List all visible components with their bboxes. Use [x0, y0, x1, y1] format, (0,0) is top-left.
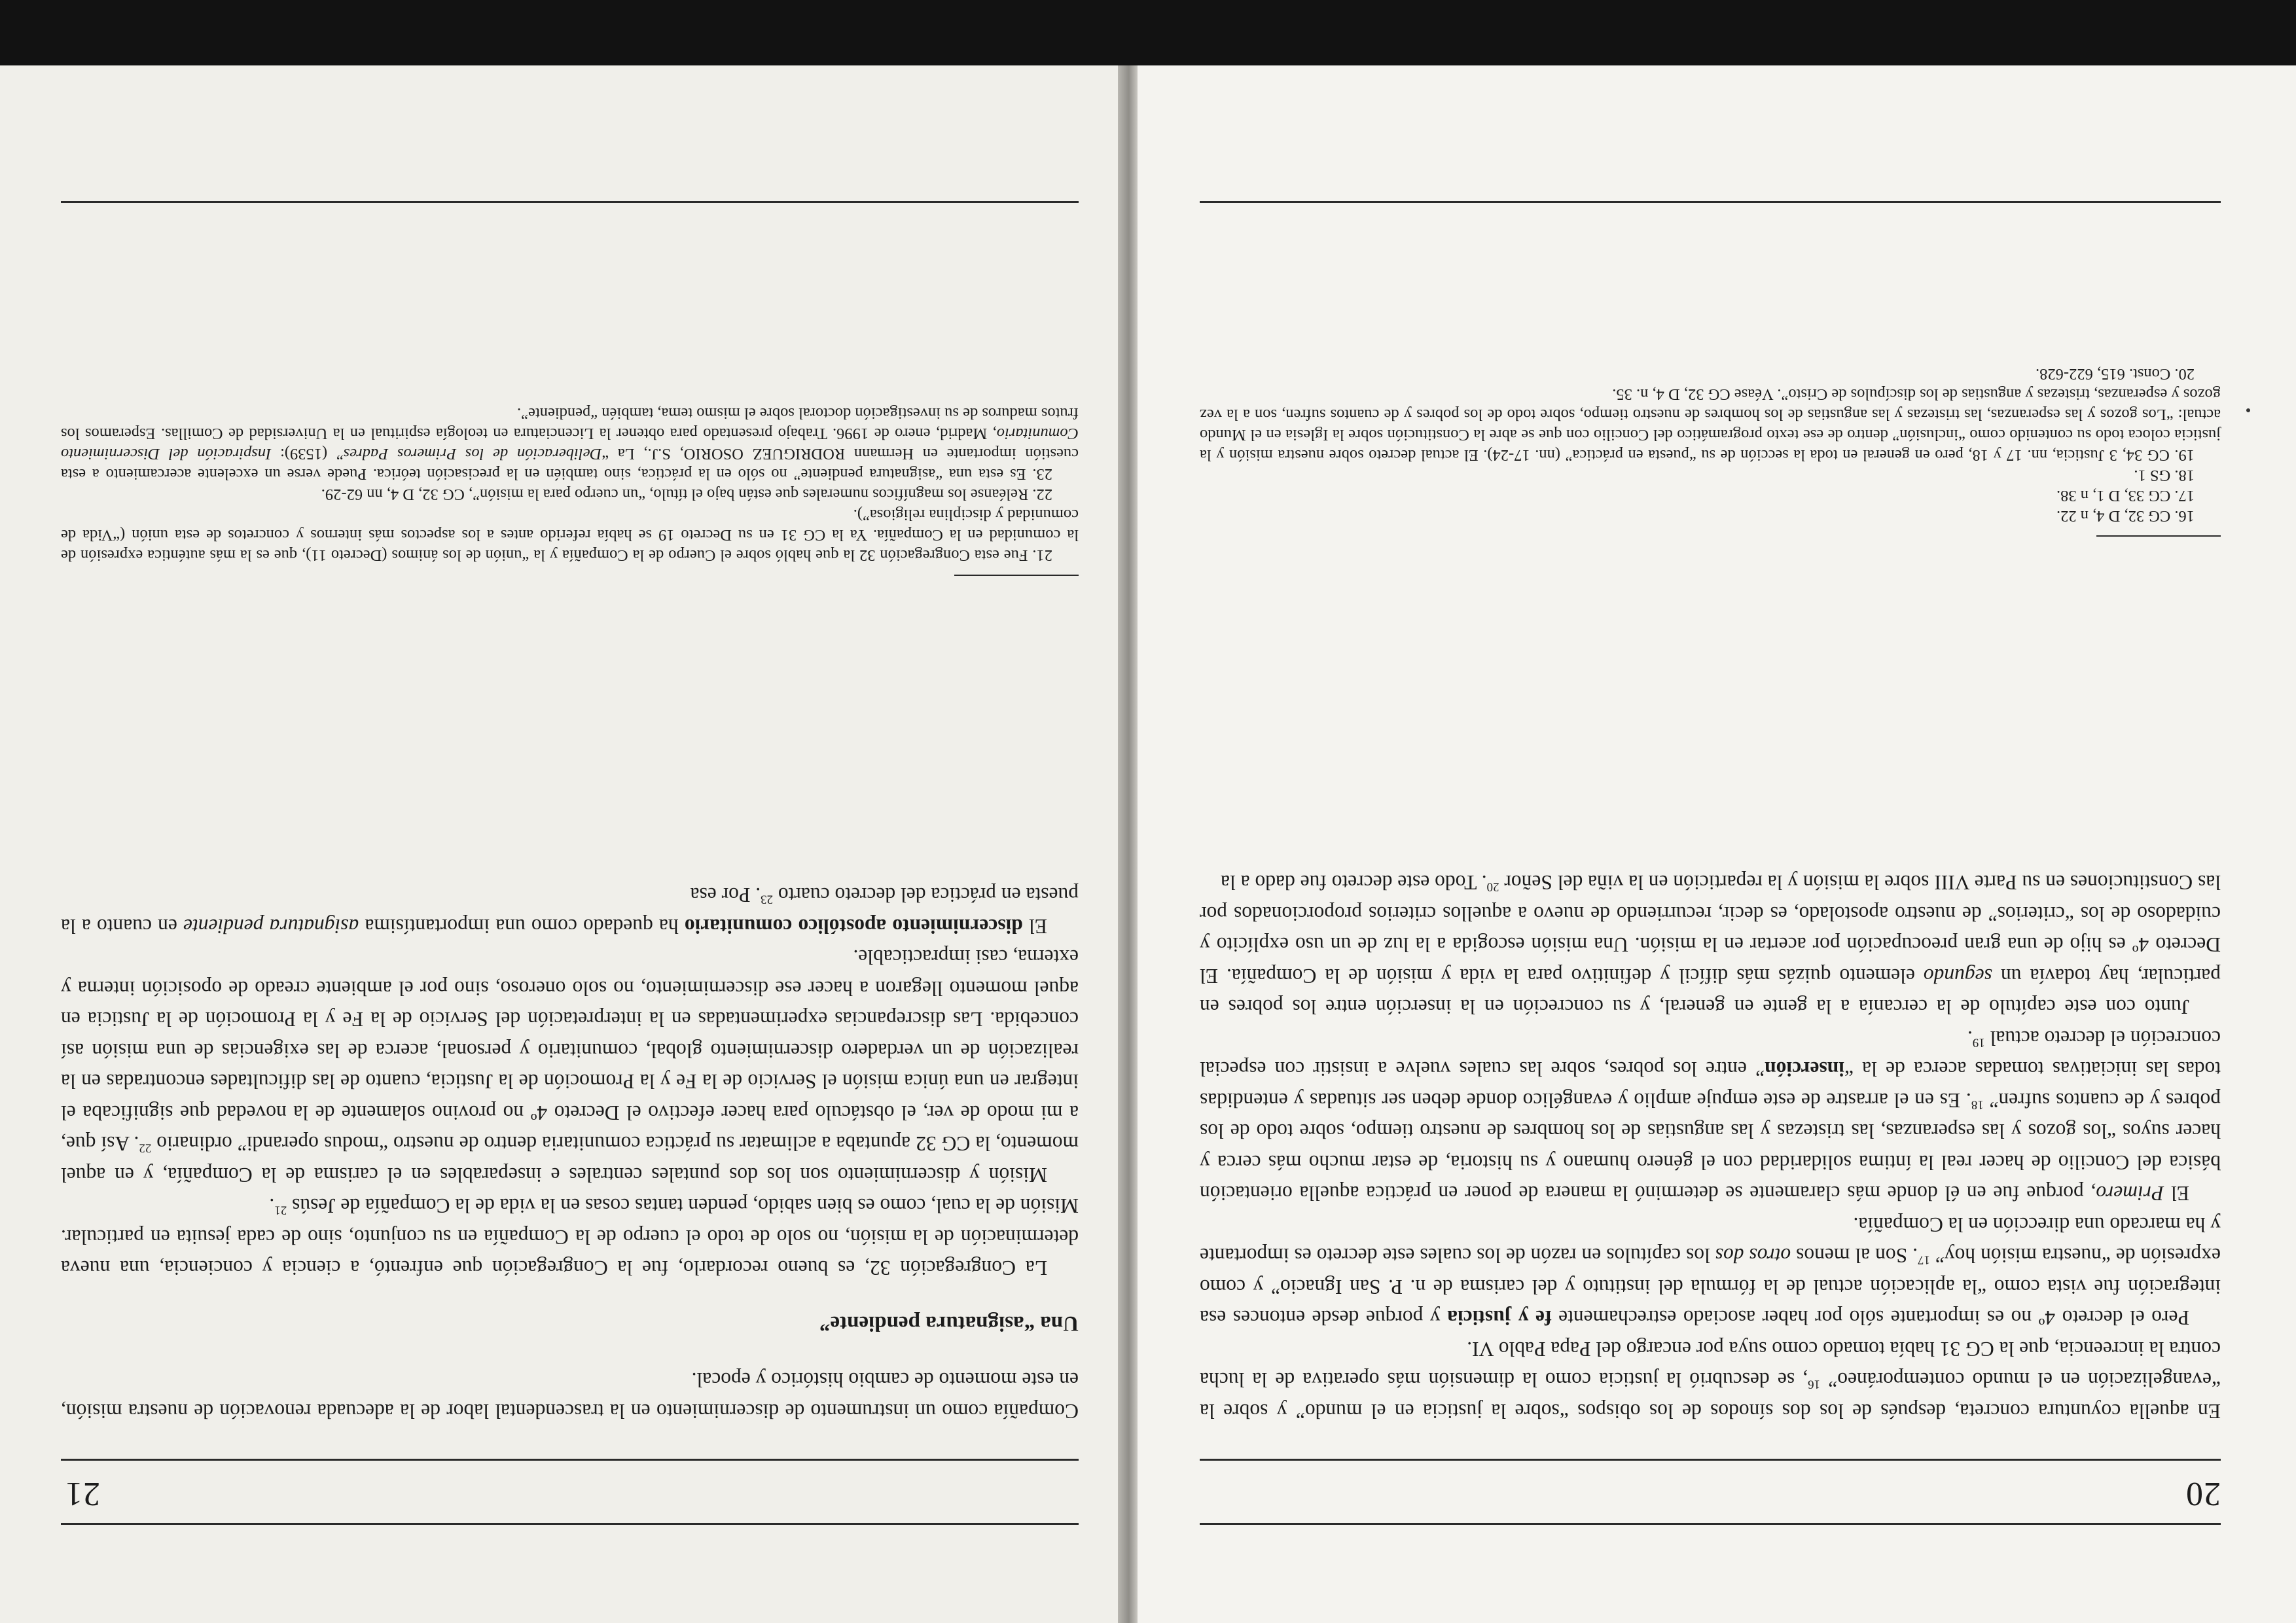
scan-shadow [0, 0, 2296, 65]
footnotes [1200, 364, 2221, 537]
header-rule [61, 1459, 1079, 1461]
paragraph: Compañía como un instrumento de discernimiento en la trascendental labor de la adecuada renovación de nuestra misión, en este momento de cambio histórico y epocal. [61, 1368, 1079, 1423]
footnote: 21. Fue esta Congregación 32 la que habló sobre el Cuerpo de la Compañía y la “unión de los ánimos (Decreto 11), que es la más auténtica expresión de la comunidad en la Compañía. Ya la CG 31 en su Decreto 19 se había referido antes a los aspectos más internos y concretos de esta unión (“Vida de comunidad y disciplina religiosa”). [61, 506, 1079, 564]
footnote-separator [954, 575, 1079, 576]
paragraph: El discernimiento apostólico comunitario ha quedado como una importantísima asignatura pendiente en cuanto a la puesta en práctica del decreto cuarto $^{23}$. Por esa [61, 883, 1079, 938]
section-heading: Una “asignatura pendiente” [819, 1311, 1079, 1335]
page-number: 20 [2185, 1475, 2221, 1512]
body-text [61, 880, 1079, 1427]
footnote: 23. Es esta una “asignatura pendiente” no sólo en la práctica, sino también en la precisación teórica. Puede verse un excelente acercamiento a esta cuestión importante en Hermann RODRIGUEZ OSORIO, S.J., La “Deliberación de los Primeros Padres” (1539): Inspiración del Discernimiento Comunitario, Madrid, enero de 1996. Trabajo presentado para obtener la Licenciatura en teología espiritual en la Universidad de Comillas. Esperamos los frutos maduros de su investigación doctoral sobre el mismo tema, también “pendiente”. [60, 404, 1079, 483]
ink-mark [2246, 408, 2250, 412]
page-21 [0, 65, 1118, 1623]
paragraph: En aquella coyuntura concreta, después de los dos sínodos de los obispos “sobre la justicia en el mundo” y sobre la “evangelización en el mundo contemporáneo” $^{16}$, se descubrió la justicia como la dimensión más operativa de la lucha contra la increencia, que la CG 31 había tomado como suya por encargo del Papa Pablo VI. [1200, 1338, 2221, 1423]
page-number: 21 [65, 1475, 100, 1512]
footnote: 17. CG 33, D 1, n 38. [2056, 487, 2195, 505]
paragraph: La Congregación 32, es bueno recordarlo, fue la Congregación que enfrentó, a ciencia y conciencia, una nueva determinación de la misión, no solo de todo el cuerpo de la Compañía en su conjunto, sino de cada jesuita en particular. Misión de la cual, como es bien sabido, penden tantas cosas en la vida de la Compañía de Jesús $^{21}$. [61, 1194, 1079, 1280]
header-rule [1200, 1459, 2221, 1461]
paragraph: Junto con este capítulo de la cercanía a la gente en general, y su concreción en la inserción entre los pobres en particular, hay todavía un segundo elemento quizás más difícil y definitivo para la vida y misión de la Compañía. El Decreto 4º es hijo de una gran preocupación por acertar en la misión. Una misión escogida a la luz de un uso explícito y cuidadoso de los “criterios” de nuestro apostolado, es decir, recurriendo de nuevo a aquellos criterios proporcionados por las Constituciones en su Parte VIII sobre la misión y la repartición en la viña del Señor $^{20}$. Todo este decreto fue dado a la [1200, 871, 2221, 1019]
bottom-rule [61, 201, 1079, 203]
footnote: 18. GS 1. [2134, 467, 2195, 484]
footnote: 16. CG 32, D 4, n 22. [2056, 507, 2195, 525]
top-rule [61, 1523, 1079, 1525]
footnote-separator [2096, 535, 2221, 537]
book-gutter [1118, 65, 1138, 1623]
page-20 [1138, 65, 2296, 1623]
footnote: 19. CG 34, 3 Justicia, nn. 17 y 18, pero en general en toda la sección de su “puesta en práctica” (nn. 17-24). El actual decreto sobre nuestra misión y la justicia coloca todo su contenido como “inclusión” dentro de ese texto programático del Concilio con que se abre la Constitución sobre la Iglesia en el Mundo actual: “Los gozos y las esperanzas, las tristezas y las angustias de los hombres de nuestro tiempo, sobre todo de los pobres y de cuantos sufren, son a la vez gozos y esperanzas, tristezas y angustias de los discípulos de Cristo”. Véase CG 32, D 4, n. 35. [1200, 385, 2221, 464]
bottom-rule [1200, 201, 2221, 203]
paragraph: Misión y discernimiento son los dos puntales centrales e inseparables en el carisma de la Compañía, y en aquel momento, la CG 32 apuntaba a aclimatar su práctica comunitaria dentro de nuestro “modus operandi” ordinario $^{22}$. Así que, a mi modo de ver, el obstáculo para hacer efectivo el Decreto 4º no provino solamente de la novedad que significaba el integrar en una única misión el Servicio de la Fe y la Promoción de la Justicia, cuanto de las dificultades encontradas en la realización de un verdadero discernimiento global, comunitario y personal, acerca de las exigencias de una misión así concebida. Las discrepancias experimentadas en la interpretación del Servicio de la Fe y la Promoción de la Justicia en aquel momento llegaron a hacer ese discernimiento, no solo oneroso, sino por el ambiente creado de oposición interna y externa, casi impracticable. [61, 946, 1079, 1186]
body-text [1200, 867, 2221, 1427]
footnote: 20. Const. 615, 622-628. [2036, 365, 2195, 383]
paragraph: Pero el decreto 4º no es importante sólo por haber asociado estrechamente fe y justicia y porque desde entonces esa integración fue vista como “la aplicación actual de la fórmula del instituto y del carisma de n. P. San Ignacio” y como expresión de “nuestra misión hoy” $^{17}$. Son al menos otros dos los capítulos en razón de los cuales este decreto es importante y ha marcado una dirección en la Compañía. [1200, 1213, 2221, 1330]
footnote: 22. Reléanse los magníficos numerales que están bajo el título, “un cuerpo para la misión”, CG 32, D 4, nn 62-29. [321, 486, 1052, 503]
top-rule [1200, 1523, 2221, 1525]
footnotes [61, 403, 1079, 576]
paragraph: El Primero, porque fue en él donde más claramente se determinó la manera de poner en práctica aquella orientación básica del Concilio de hacer real la íntima solidaridad con el género humano y su historia, de estar mucho más cerca y hacer suyos “los gozos y las esperanzas, las tristezas y las angustias de los hombres de nuestro tiempo, sobre todo de los pobres y de cuantos sufren” $^{18}$. Es en el arrastre de este empuje amplio y evangélico donde deben ser situadas y entendidas todas las iniciativas tomadas acerca de la “inserción” entre los pobres, sobre las cuales vuelve a insistir con especial concreción el decreto actual $^{19}$. [1200, 1027, 2221, 1205]
